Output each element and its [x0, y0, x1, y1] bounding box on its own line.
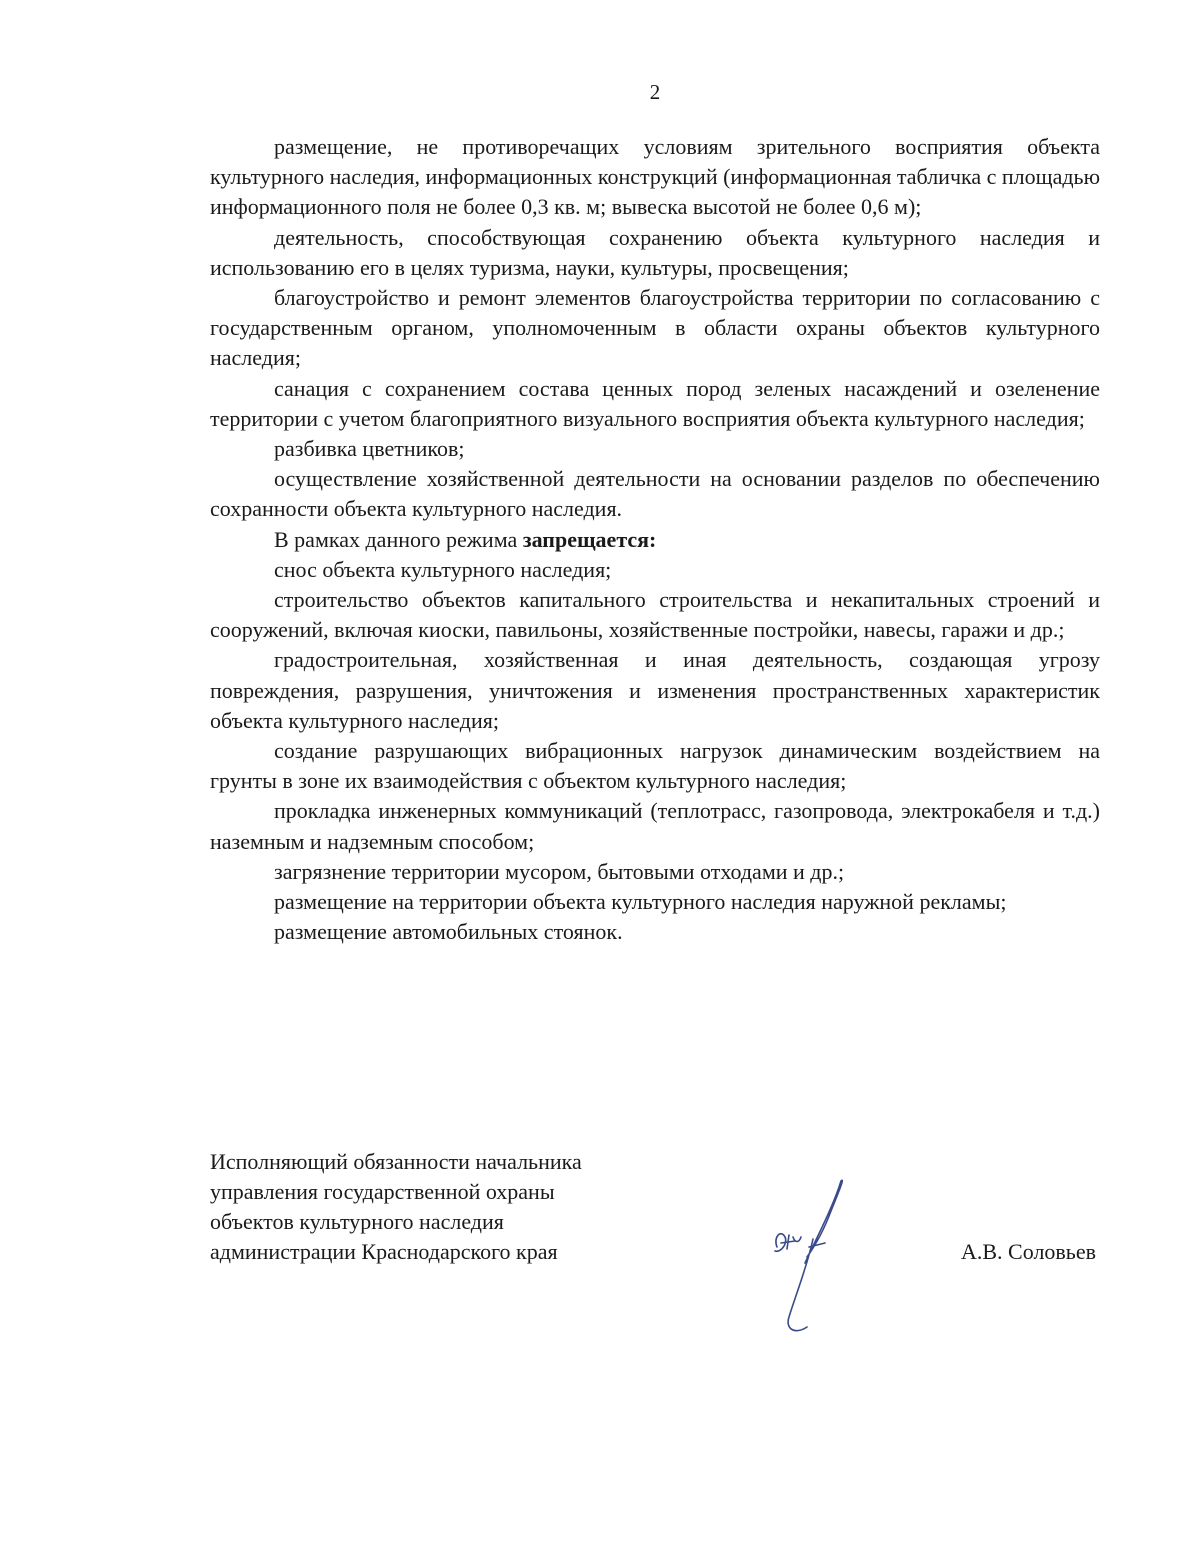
paragraph: осуществление хозяйственной деятельности на основании разделов по обеспечению сохранности объекта культурного наследия. — [210, 466, 1100, 522]
signatory-name: А.В. Соловьев — [961, 1239, 1096, 1264]
signatory-title-line: Исполняющий обязанности начальника — [210, 1149, 582, 1174]
paragraph: размещение, не противоречащих условиям зрительного восприятия объекта культурного наследия, информационных конструкций (информационная табличка с площадью информационного поля не более 0,3 кв. м; вывеска высотой не более 0,6 м); — [210, 134, 1101, 220]
prohibited-keyword: запрещается: — [522, 526, 657, 552]
paragraph: размещение автомобильных стоянок. — [274, 919, 623, 945]
signatory-title — [210, 1147, 690, 1267]
paragraph: загрязнение территории мусором, бытовыми отходами и др.; — [274, 858, 845, 884]
paragraph: снос объекта культурного наследия; — [274, 556, 612, 582]
paragraph: размещение на территории объекта культурного наследия наружной рекламы; — [274, 889, 1007, 915]
signature-block — [210, 1147, 1100, 1347]
paragraph: создание разрушающих вибрационных нагрузок динамическим воздействием на грунты в зоне их взаимодействия с объектом культурного наследия; — [210, 738, 1100, 794]
document-body — [210, 132, 1100, 947]
paragraph: прокладка инженерных коммуникаций (теплотрасс, газопровода, электрокабеля и т.д.) наземным и надземным способом; — [210, 798, 1100, 854]
signatory-title-line: объектов культурного наследия — [210, 1209, 504, 1234]
paragraph: разбивка цветников; — [274, 436, 465, 462]
handwritten-signature — [755, 1177, 845, 1337]
signatory-title-line: администрации Краснодарского края — [210, 1239, 558, 1264]
paragraph: строительство объектов капитального строительства и некапитальных строений и сооружений, включая киоски, павильоны, хозяйственные постройки, навесы, гаражи и др.; — [210, 587, 1100, 643]
paragraph: благоустройство и ремонт элементов благоустройства территории по согласованию с государственным органом, уполномоченным в области охраны объектов культурного наследия; — [210, 285, 1100, 371]
paragraph: санация с сохранением состава ценных пород зеленых насаждений и озеленение территории с учетом благоприятного визуального восприятия объекта культурного наследия; — [210, 375, 1100, 431]
paragraph: градостроительная, хозяйственная и иная деятельность, создающая угрозу повреждения, разрушения, уничтожения и изменения пространственных характеристик объекта культурного наследия; — [210, 647, 1100, 733]
prohibited-heading: В рамках данного режима запрещается: — [274, 526, 657, 552]
paragraph: деятельность, способствующая сохранению объекта культурного наследия и использованию его в целях туризма, науки, культуры, просвещения; — [210, 224, 1100, 280]
page-number: 2 — [649, 80, 661, 104]
signatory-title-line: управления государственной охраны — [210, 1179, 555, 1204]
